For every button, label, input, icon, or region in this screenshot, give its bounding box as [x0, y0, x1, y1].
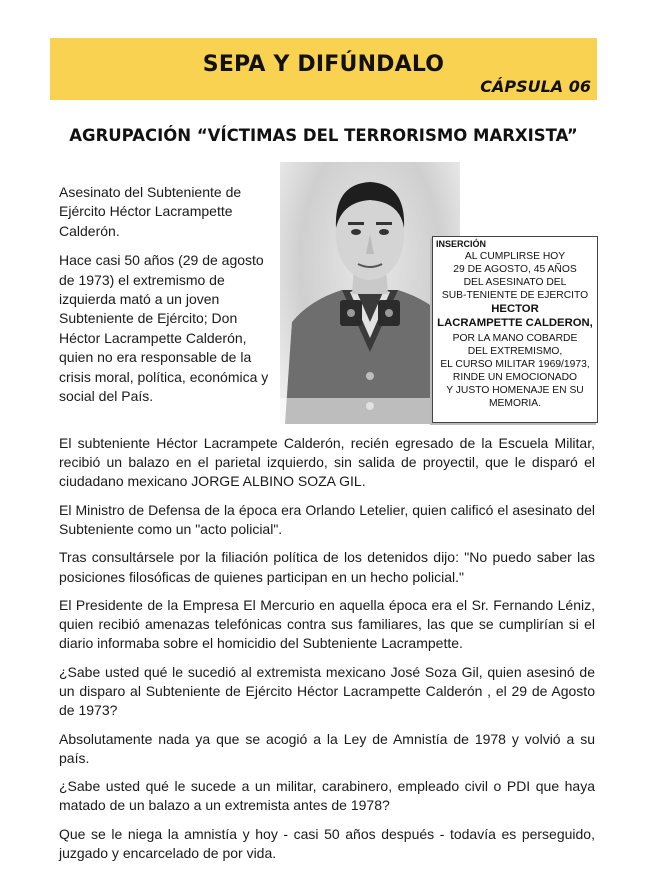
body-paragraph: ¿Sabe usted qué le sucede a un militar, carabinero, empleado civil o PDI que haya matado de un balazo a un extremista antes de 1978?: [59, 778, 595, 814]
insert-line: POR LA MANO COBARDE: [452, 333, 578, 344]
insert-line: AL CUMPLIRSE HOY: [464, 251, 566, 262]
insert-line-name: HECTOR: [491, 303, 539, 315]
body-paragraph: Tras consultársele por la filiación política de los detenidos dijo: "No puedo saber las posiciones filosóficas de quienes participan en un hecho policial.": [59, 549, 595, 585]
body-paragraph: Absolutamente nada ya que se acogió a la Ley de Amnistía de 1978 y volvió a su país.: [59, 730, 595, 766]
header-banner: [50, 38, 597, 100]
insert-line: DEL EXTREMISMO,: [467, 346, 563, 357]
intro-paragraph: Hace casi 50 años (29 de agosto de 1973) el extremismo de izquierda mató a un joven Subteniente de Ejército; Don Héctor Lacrampette Calderón, quien no era responsable de la crisis moral, política, económica y social del País.: [59, 252, 269, 405]
capsule-label: CÁPSULA 06: [480, 77, 591, 96]
insert-line-name: LACRAMPETTE CALDERON,: [437, 317, 593, 329]
banner-title: SEPA Y DIFÚNDALO: [202, 52, 445, 77]
article-body: [59, 434, 595, 872]
intro-paragraph: Asesinato del Subteniente de Ejército Héctor Lacrampette Calderón.: [59, 184, 242, 239]
body-paragraph: ¿Sabe usted qué le sucedió al extremista mexicano José Soza Gil, quien asesinó de un disparo al Subteniente de Ejército Héctor Lacrampette Calderón , el 29 de Agosto de 1973?: [59, 663, 595, 719]
body-paragraph: El Ministro de Defensa de la época era Orlando Letelier, quien calificó el asesinato del Subteniente como un "acto policial".: [59, 501, 595, 537]
body-paragraph: El Presidente de la Empresa El Mercurio en aquella época era el Sr. Fernando Léniz, quien recibió amenazas telefónicas contra sus familiares, las que se cumplirían si el diario informaba sobre el homicidio del Subteniente Lacrampette.: [59, 596, 595, 652]
insert-line: RINDE UN EMOCIONADO: [452, 372, 578, 383]
body-paragraph: El subteniente Héctor Lacrampete Calderón, recién egresado de la Escuela Militar, recibió un balazo en el parietal izquierdo, sin salida de proyectil, que le disparó el ciudadano mexicano JORGE ALBINO SOZA GIL.: [59, 435, 595, 490]
insert-line: DEL ASESINATO DEL: [463, 277, 567, 288]
intro-column: [59, 183, 281, 416]
insert-line: SUB-TENIENTE DE EJERCITO: [441, 290, 589, 301]
body-paragraph: Que se le niega la amnistía y hoy - casi 50 años después - todavía es perseguido, juzgado y encarcelado de por vida.: [59, 825, 595, 861]
insert-line: MEMORIA.: [488, 398, 542, 409]
insert-line: 29 DE AGOSTO, 45 AÑOS: [453, 264, 577, 275]
insert-tag: INSERCIÓN: [436, 239, 487, 249]
tribute-insert: [432, 236, 598, 423]
insert-line: Y JUSTO HOMENAJE EN SU: [446, 385, 584, 396]
insert-line: EL CURSO MILITAR 1969/1973,: [440, 359, 590, 370]
section-title: AGRUPACIÓN “VÍCTIMAS DEL TERRORISMO MARXISTA”: [69, 126, 578, 145]
